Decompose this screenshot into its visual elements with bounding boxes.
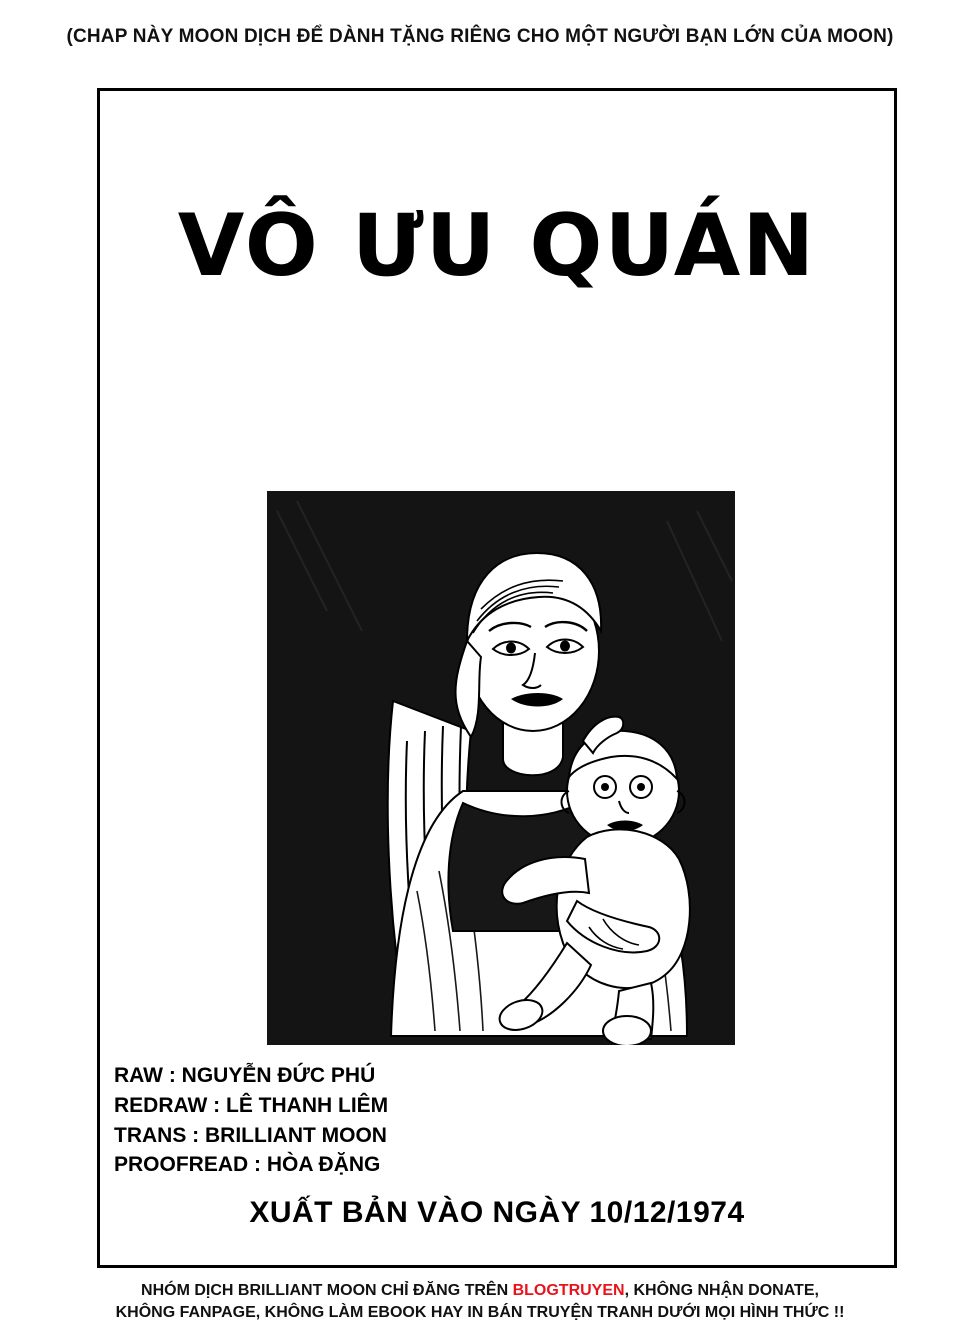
credit-trans: TRANS : BRILLIANT MOON [114, 1123, 387, 1147]
footer-line-1-prefix: NHÓM DỊCH BRILLIANT MOON CHỈ ĐĂNG TRÊN [141, 1282, 513, 1299]
credit-raw: RAW : NGUYỄN ĐỨC PHÚ [114, 1064, 376, 1087]
credits-block [114, 1061, 614, 1180]
credit-redraw: REDRAW : LÊ THANH LIÊM [114, 1093, 389, 1117]
footer-line-2: KHÔNG FANPAGE, KHÔNG LÀM EBOOK HAY IN BÁN TRUYỆN TRANH DƯỚI MỌI HÌNH THỨC !! [115, 1303, 845, 1321]
footer-notice [0, 1280, 960, 1323]
footer-brand: BLOGTRUYEN [512, 1282, 625, 1299]
footer-line-1 [0, 1280, 960, 1302]
page-title: VÔ ƯU QUÁN [177, 196, 817, 296]
cover-frame [97, 88, 897, 1268]
publish-date: XUẤT BẢN VÀO NGÀY 10/12/1974 [249, 1196, 745, 1229]
cover-illustration [267, 491, 735, 1045]
dedication-note: (CHAP NÀY MOON DỊCH ĐỂ DÀNH TẶNG RIÊNG CHO MỘT NGƯỜI BẠN LỚN CỦA MOON) [66, 26, 894, 47]
credit-proofread: PROOFREAD : HÒA ĐẶNG [114, 1153, 381, 1177]
footer-line-1-suffix: , KHÔNG NHẬN DONATE, [624, 1282, 819, 1299]
illustration-mother-and-child [267, 491, 735, 1045]
